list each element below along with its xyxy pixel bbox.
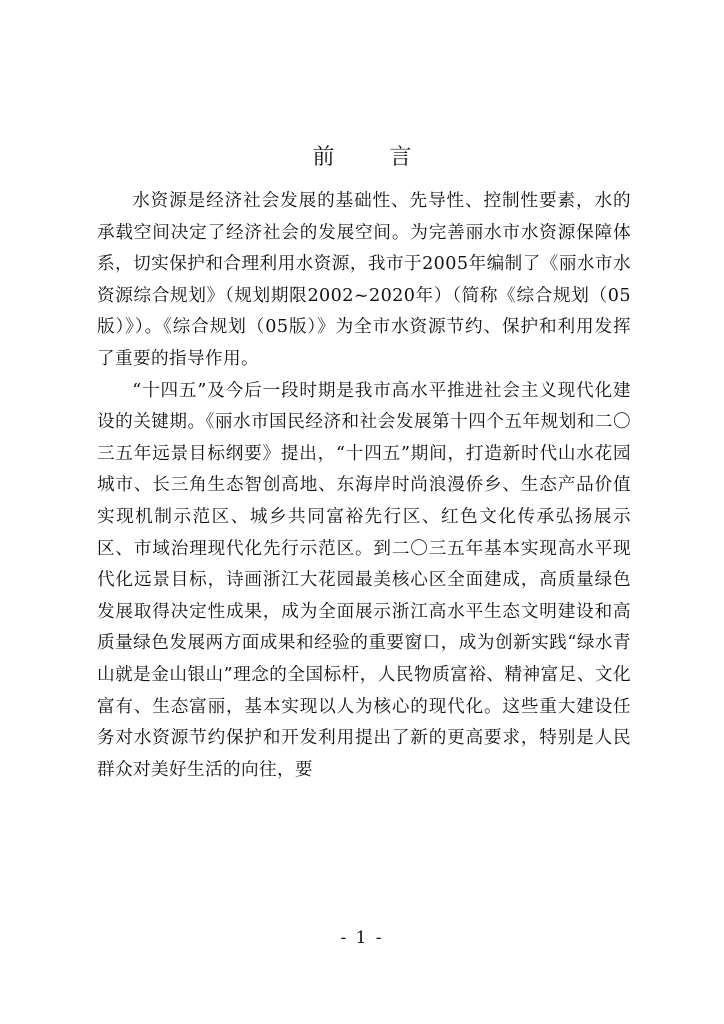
paragraph-1: 水资源是经济社会发展的基础性、先导性、控制性要素，水的承载空间决定了经济社会的发展空间。为完善丽水市水资源保障体系，切实保护和合理利用水资源，我市于2005年编制了《丽水市水资源综合规划》（规划期限2002~2020年）（简称《综合规划（05版）》）。《综合规划（05版）》为全市水资源节约、保护和利用发挥了重要的指导作用。 [97, 191, 631, 369]
page-number: - 1 - [340, 928, 384, 948]
body-text [97, 186, 631, 786]
page-title: 前 言 [312, 145, 436, 170]
paragraph-2: “十四五”及今后一段时期是我市高水平推进社会主义现代化建设的关键期。《丽水市国民经济和社会发展第十四个五年规划和二〇三五年远景目标纲要》提出，“十四五”期间，打造新时代山水花园城市、长三角生态智创高地、东海岸时尚浪漫侨乡、生态产品价值实现机制示范区、城乡共同富裕先行区、红色文化传承弘扬展示区、市域治理现代化先行示范区。到二〇三五年基本实现高水平现代化远景目标，诗画浙江大花园最美核心区全面建成，高质量绿色发展取得决定性成果，成为全面展示浙江高水平生态文明建设和高质量绿色发展两方面成果和经验的重要窗口，成为创新实践“绿水青山就是金山银山”理念的全国标杆，人民物质富裕、精神富足、文化富有、生态富丽，基本实现以人为核心的现代化。这些重大建设任务对水资源节约保护和开发利用提出了新的更高要求，特别是人民群众对美好生活的向往，要 [97, 380, 631, 780]
